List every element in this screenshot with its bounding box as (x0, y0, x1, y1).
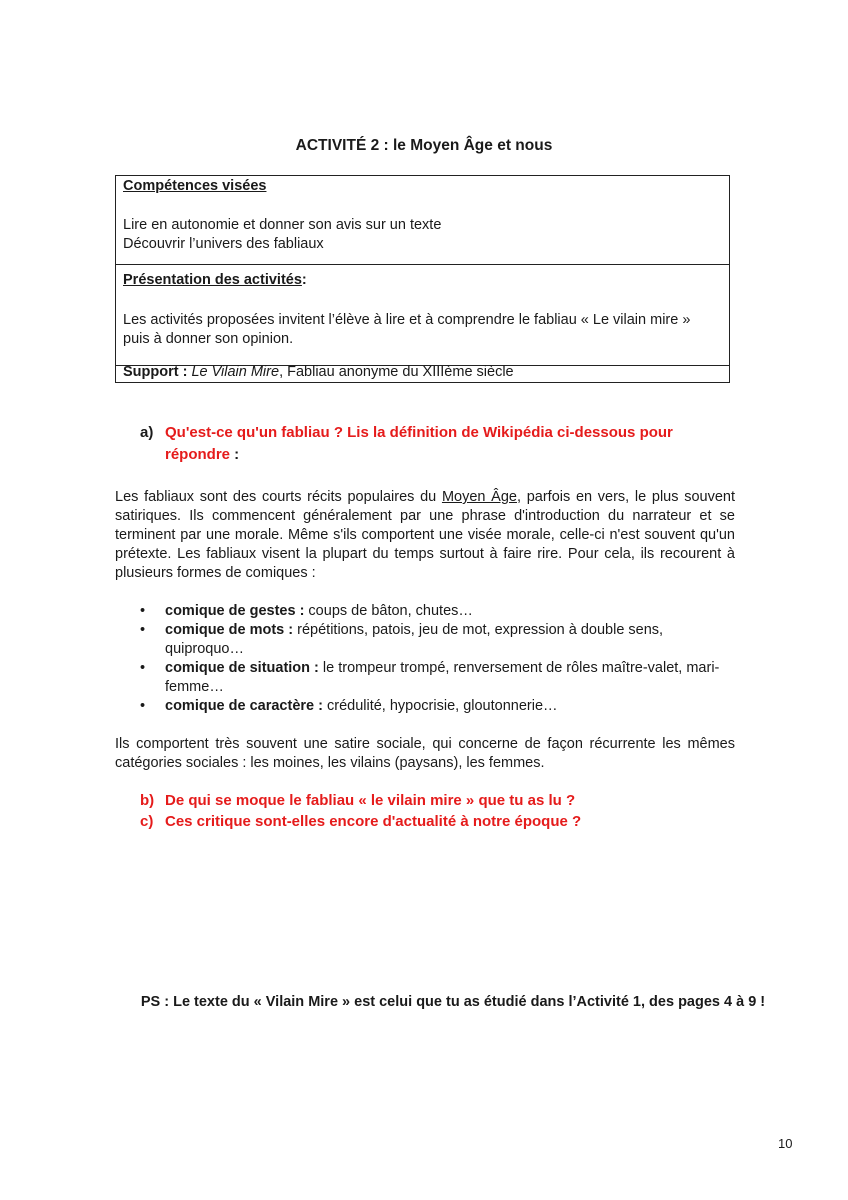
presentation-heading-text: Présentation des activités (123, 272, 302, 288)
list-item (140, 602, 735, 621)
question-a-line-2 (165, 444, 239, 466)
presentation-section (116, 264, 729, 366)
comique-text: le trompeur trompé, renversement de rôles maître-valet, mari-femme… (165, 660, 720, 695)
support-title: Le Vilain Mire (191, 364, 280, 380)
competences-section (116, 176, 729, 265)
question-a-line-2-text: répondre (165, 446, 231, 463)
question-a-line-1: Qu'est-ce qu'un fabliau ? Lis la définition de Wikipédia ci-dessous pour (165, 424, 673, 441)
question-b-text: De qui se moque le fabliau « le vilain mire » que tu as lu ? (165, 792, 576, 809)
bullet-icon: • (140, 660, 146, 676)
definition-paragraph (115, 488, 735, 583)
comique-text: répétitions, patois, jeu de mot, expression à double sens, quiproquo… (165, 622, 664, 657)
competences-line-1: Lire en autonomie et donner son avis sur un texte (123, 217, 442, 233)
page-number: 10 (778, 1136, 793, 1151)
comique-label: comique de gestes : (165, 603, 305, 619)
activity-info-box (115, 175, 730, 383)
ps-note: PS : Le texte du « Vilain Mire » est celui que tu as étudié dans l’Activité 1, des pages 4 à 9 ! (140, 994, 766, 1010)
support-label: Support : (123, 364, 188, 380)
support-rest: , Fabliau anonyme du XIIIème siècle (279, 364, 514, 380)
comique-label: comique de mots : (165, 622, 294, 638)
comique-label: comique de situation : (165, 660, 319, 676)
bullet-icon: • (140, 603, 146, 619)
question-b-letter: b) (140, 792, 155, 809)
definition-text-start: Les fabliaux sont des courts récits populaires du (115, 489, 442, 505)
question-a-line-2-colon: : (230, 446, 240, 463)
page-title: ACTIVITÉ 2 : le Moyen Âge et nous (295, 137, 553, 154)
list-item (140, 659, 735, 697)
question-c (140, 811, 740, 833)
list-item (140, 697, 735, 716)
list-item (140, 621, 735, 659)
question-c-text: Ces critique sont-elles encore d'actualité à notre époque ? (165, 813, 582, 830)
presentation-heading-colon: : (301, 272, 307, 288)
satire-paragraph: Ils comportent très souvent une satire sociale, qui concerne de façon récurrente les mêmes catégories sociales : les moines, les vilains (paysans), les femmes. (115, 736, 735, 771)
definition-text-end: , parfois en vers, le plus souvent satiriques. Ils commencent généralement par une phrase d'introduction du narrateur et se terminent par une morale. Même s'ils comportent une visée morale, celle-ci n'est souvent qu'un prétexte. Les fabliaux visent la plupart du temps surtout à faire rire. Pour cela, ils recourent à plusieurs formes de comiques : (115, 489, 735, 581)
question-b (140, 790, 740, 812)
question-a (140, 422, 740, 466)
question-a-letter: a) (140, 424, 154, 441)
comique-text: coups de bâton, chutes… (304, 603, 473, 619)
comiques-list (140, 602, 735, 716)
question-c-letter: c) (140, 813, 154, 830)
comique-label: comique de caractère : (165, 698, 323, 714)
support-section (116, 365, 729, 382)
competences-heading: Compétences visées (123, 178, 267, 194)
presentation-text: Les activités proposées invitent l’élève à lire et à comprendre le fabliau « Le vilain mire » puis à donner son opinion. (123, 312, 691, 347)
support-line (123, 364, 514, 380)
competences-line-2: Découvrir l’univers des fabliaux (123, 236, 324, 252)
bullet-icon: • (140, 698, 146, 714)
comique-text: crédulité, hypocrisie, gloutonnerie… (322, 698, 558, 714)
presentation-heading (123, 272, 307, 288)
moyen-age-link[interactable]: Moyen Âge (441, 489, 517, 505)
bullet-icon: • (140, 622, 146, 638)
